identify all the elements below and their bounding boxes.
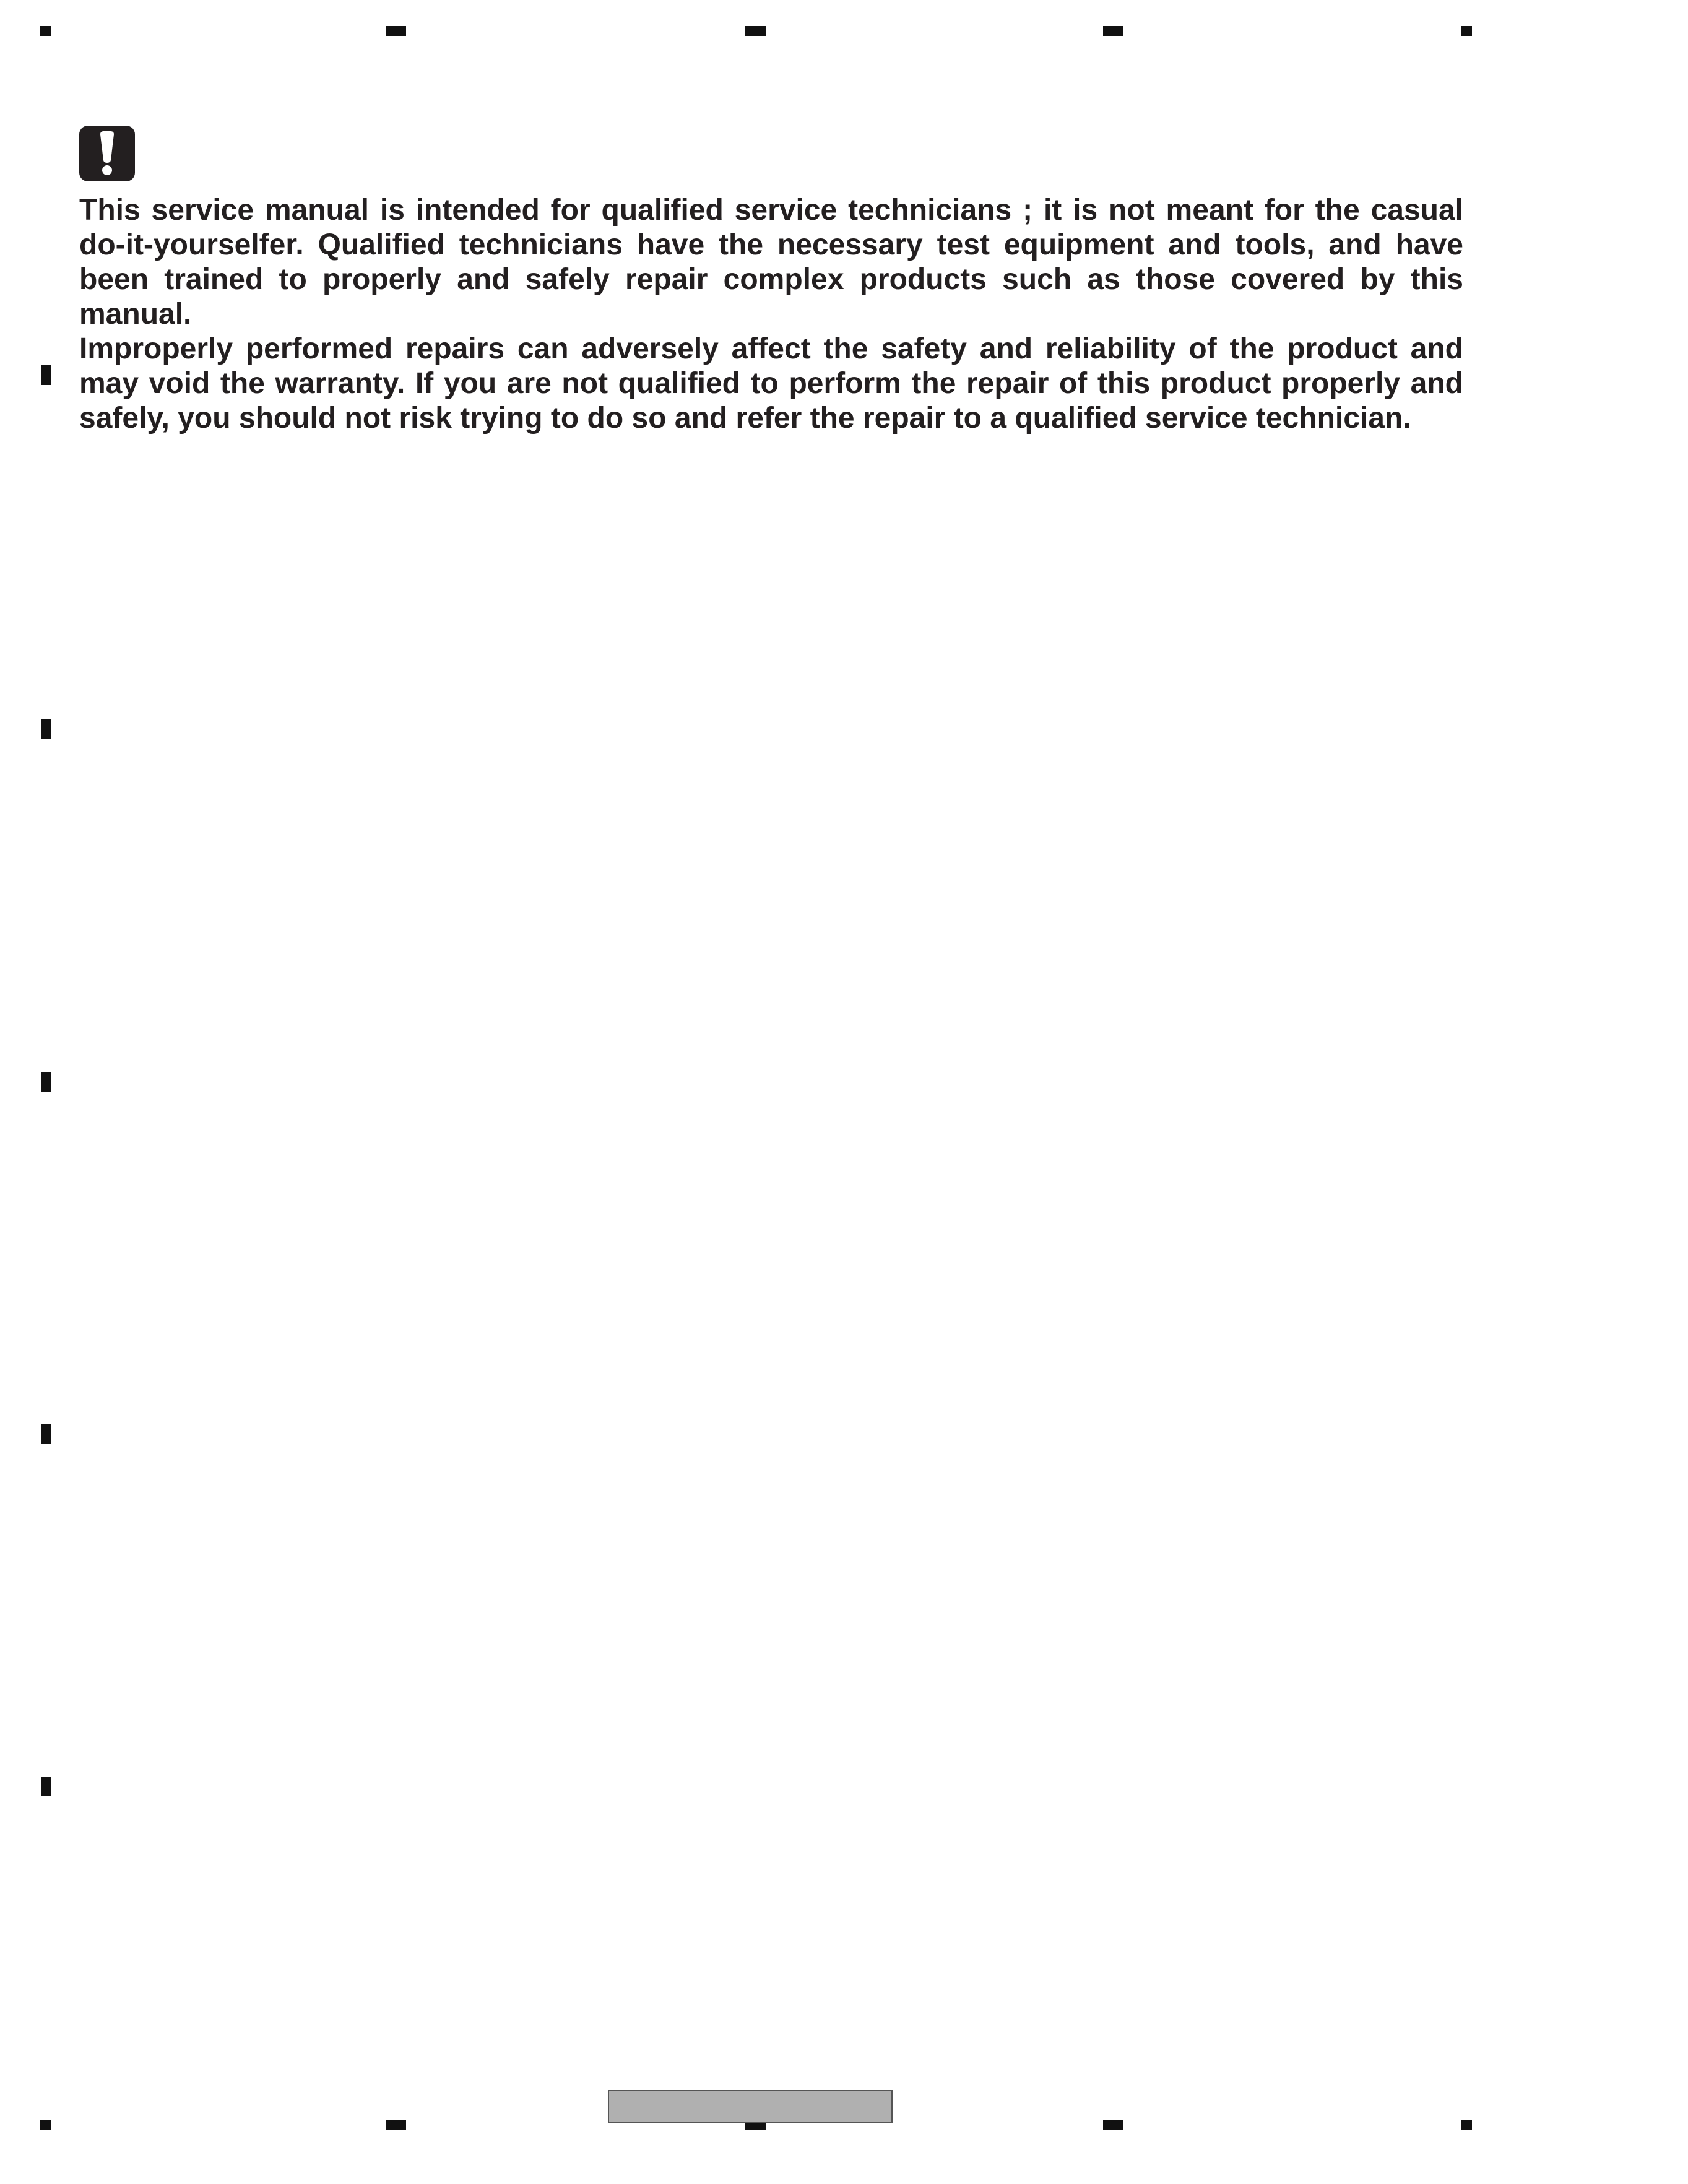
- registration-mark-left: [41, 365, 51, 385]
- registration-mark-left: [41, 1072, 51, 1092]
- registration-mark-top: [1461, 26, 1472, 36]
- registration-mark-top: [1103, 26, 1123, 36]
- registration-mark-bottom: [1103, 2120, 1123, 2130]
- registration-mark-bottom: [1461, 2120, 1472, 2130]
- page-number-box: [608, 2090, 893, 2123]
- exclamation-icon: [79, 126, 135, 181]
- registration-mark-left: [41, 1777, 51, 1796]
- registration-mark-bottom: [40, 2120, 51, 2130]
- registration-mark-top: [745, 26, 766, 36]
- registration-mark-top: [386, 26, 406, 36]
- notice-paragraph: This service manual is intended for qualified service technicians ; it is not meant for the casual do-it-yourselfer. Qualified technicians have the necessary test equipment and tools, and have been trained to properly and safely repair complex products such as those covered by this manual.: [79, 194, 1463, 331]
- registration-mark-top: [40, 26, 51, 36]
- registration-mark-left: [41, 1424, 51, 1444]
- service-notice: [79, 193, 1463, 436]
- registration-mark-left: [41, 719, 51, 739]
- notice-paragraph: Improperly performed repairs can adversely affect the safety and reliability of the product and may void the warranty. If you are not qualified to perform the repair of this product properly and safely, you should not risk trying to do so and refer the repair to a qualified service technician.: [79, 332, 1463, 435]
- registration-mark-bottom: [386, 2120, 406, 2130]
